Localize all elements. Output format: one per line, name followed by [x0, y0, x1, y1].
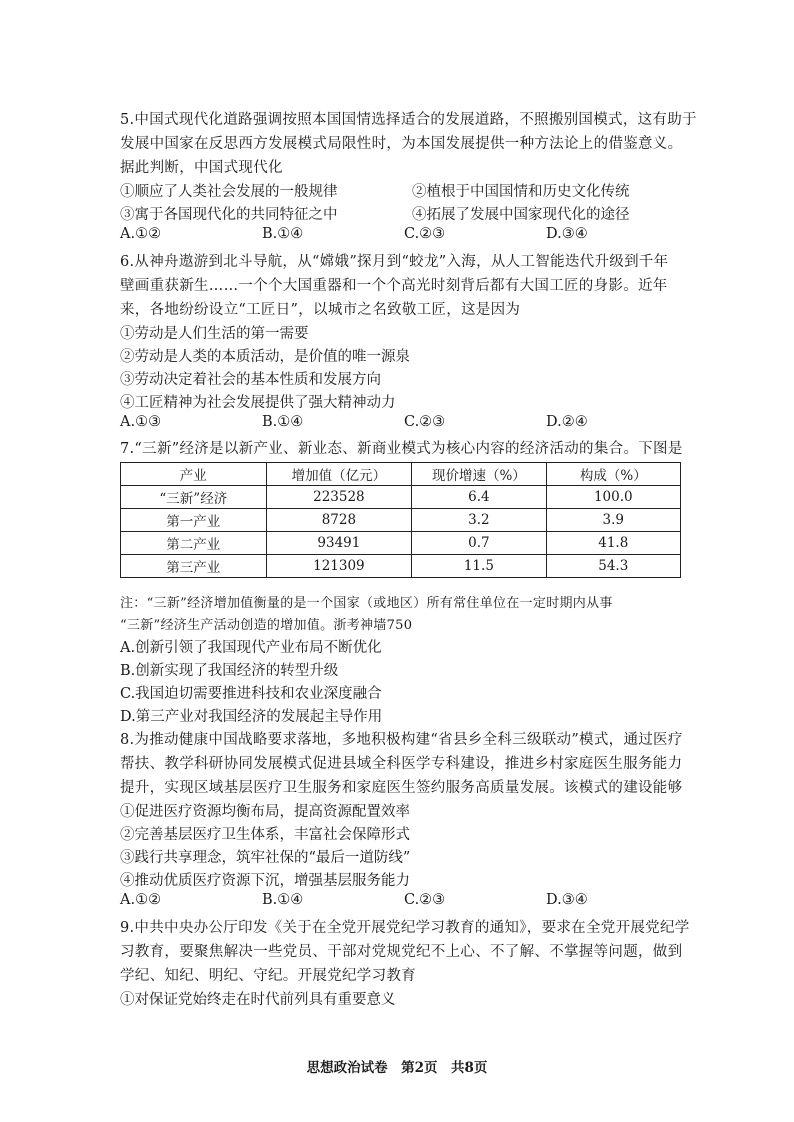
table-cell: 100.0 — [546, 486, 680, 509]
table-cell: 121309 — [266, 555, 412, 578]
q6-choice-c: C.②③ — [404, 414, 446, 430]
q5-item-2: ②植根于中国国情和历史文化传统 — [412, 184, 630, 200]
table-row — [121, 532, 681, 555]
table-cell: 41.8 — [546, 532, 680, 555]
table-header-cell: 构成（%） — [546, 463, 680, 486]
q9-stem-line-1: 9.中共中央办公厅印发《关于在全党开展党纪学习教育的通知》，要求在全党开展党纪学 — [120, 920, 690, 936]
q8-choice-a: A.①② — [120, 892, 162, 908]
q7-choice-a: A.创新引领了我国现代产业布局不断优化 — [120, 640, 382, 656]
q8-item-3: ③践行共享理念，筑牢社保的“最后一道防线” — [120, 850, 411, 866]
q8-item-4: ④推动优质医疗资源下沉，增强基层服务能力 — [120, 873, 410, 889]
table-row — [121, 555, 681, 578]
table-cell: 54.3 — [546, 555, 680, 578]
table-header-cell: 增加值（亿元） — [266, 463, 412, 486]
q5-stem-line-2: 发展中国家在反思西方发展模式局限性时，为本国发展提供一种方法论上的借鉴意义。 — [120, 136, 683, 152]
q6-choice-a: A.①③ — [120, 414, 162, 430]
q8-choice-c: C.②③ — [404, 892, 446, 908]
q5-item-4: ④拓展了发展中国家现代化的途径 — [412, 207, 630, 223]
q5-choice-d: D.③④ — [546, 226, 588, 242]
q7-choice-d: D.第三产业对我国经济的发展起主导作用 — [120, 709, 383, 725]
table-header-row — [121, 463, 681, 486]
table-cell: 3.2 — [412, 509, 546, 532]
q5-choice-b: B.①④ — [262, 226, 304, 242]
q7-data-table — [120, 462, 681, 578]
table-cell: 223528 — [266, 486, 412, 509]
q7-note-line-2: “三新”经济生产活动创造的增加值。浙考神墙750 — [120, 618, 413, 633]
table-cell: 0.7 — [412, 532, 546, 555]
table-row — [121, 486, 681, 509]
table-cell: 第一产业 — [121, 509, 267, 532]
q5-item-1: ①顺应了人类社会发展的一般规律 — [120, 184, 338, 200]
q7-choice-b: B.创新实现了我国经济的转型升级 — [120, 663, 339, 679]
q5-stem-line-1: 5.中国式现代化道路强调按照本国国情选择适合的发展道路，不照搬别国模式，这有助于 — [120, 112, 697, 128]
q8-choice-d: D.③④ — [546, 892, 588, 908]
q7-note-line-1: 注：“三新”经济增加值衡量的是一个国家（或地区）所有常住单位在一定时期内从事 — [120, 596, 613, 611]
q7-choice-c: C.我国迫切需要推进科技和农业深度融合 — [120, 686, 382, 702]
table-cell: 6.4 — [412, 486, 546, 509]
table-cell: 93491 — [266, 532, 412, 555]
table-cell: 11.5 — [412, 555, 546, 578]
table-cell: 第三产业 — [121, 555, 267, 578]
table-cell: “三新”经济 — [121, 486, 267, 509]
q6-item-1: ①劳动是人们生活的第一需要 — [120, 326, 309, 342]
q8-item-2: ②完善基层医疗卫生体系，丰富社会保障形式 — [120, 827, 410, 843]
q8-stem-line-3: 提升，实现区域基层医疗卫生服务和家庭医生签约服务高质量发展。该模式的建设能够 — [120, 780, 683, 796]
page-footer: 思想政治试卷 第2页 共8页 — [306, 1060, 488, 1076]
q9-stem-line-2: 习教育，要聚焦解决一些党员、干部对党规党纪不上心、不了解、不掌握等问题，做到 — [120, 944, 683, 960]
q6-item-2: ②劳动是人类的本质活动，是价值的唯一源泉 — [120, 349, 410, 365]
q5-choice-c: C.②③ — [404, 226, 446, 242]
q5-stem-line-3: 据此判断，中国式现代化 — [120, 160, 283, 176]
q8-stem-line-1: 8.为推动健康中国战略要求落地，多地积极构建“省县乡全科三级联动”模式，通过医疗 — [120, 732, 683, 748]
table-row — [121, 509, 681, 532]
q7-stem-line-1: 7.“三新”经济是以新产业、新业态、新商业模式为核心内容的经济活动的集合。下图是 — [120, 441, 683, 457]
table-cell: 第二产业 — [121, 532, 267, 555]
q6-item-3: ③劳动决定着社会的基本性质和发展方向 — [120, 372, 381, 388]
q8-stem-line-2: 帮扶、教学科研协同发展模式促进县域全科医学专科建设，推进乡村家庭医生服务能力 — [120, 756, 683, 772]
table-cell: 8728 — [266, 509, 412, 532]
q8-item-1: ①促进医疗资源均衡布局，提高资源配置效率 — [120, 804, 410, 820]
q6-choice-b: B.①④ — [262, 414, 304, 430]
q6-stem-line-1: 6.从神舟遨游到北斗导航，从“嫦娥”探月到“蛟龙”入海，从人工智能迭代升级到千年 — [120, 254, 669, 270]
q5-item-3: ③寓于各国现代化的共同特征之中 — [120, 207, 338, 223]
q6-item-4: ④工匠精神为社会发展提供了强大精神动力 — [120, 395, 396, 411]
q9-item-1: ①对保证党始终走在时代前列具有重要意义 — [120, 992, 396, 1008]
table-header-cell: 产业 — [121, 463, 267, 486]
q6-stem-line-3: 来，各地纷纷设立“工匠日”，以城市之名致敬工匠，这是因为 — [120, 302, 521, 318]
table-header-cell: 现价增速（%） — [412, 463, 546, 486]
q5-choice-a: A.①② — [120, 226, 162, 242]
q6-stem-line-2: 壁画重获新生……一个个大国重器和一个个高光时刻背后都有大国工匠的身影。近年 — [120, 278, 668, 294]
q9-stem-line-3: 学纪、知纪、明纪、守纪。开展党纪学习教育 — [120, 968, 416, 984]
q6-choice-d: D.②④ — [546, 414, 588, 430]
q8-choice-b: B.①④ — [262, 892, 304, 908]
table-cell: 3.9 — [546, 509, 680, 532]
